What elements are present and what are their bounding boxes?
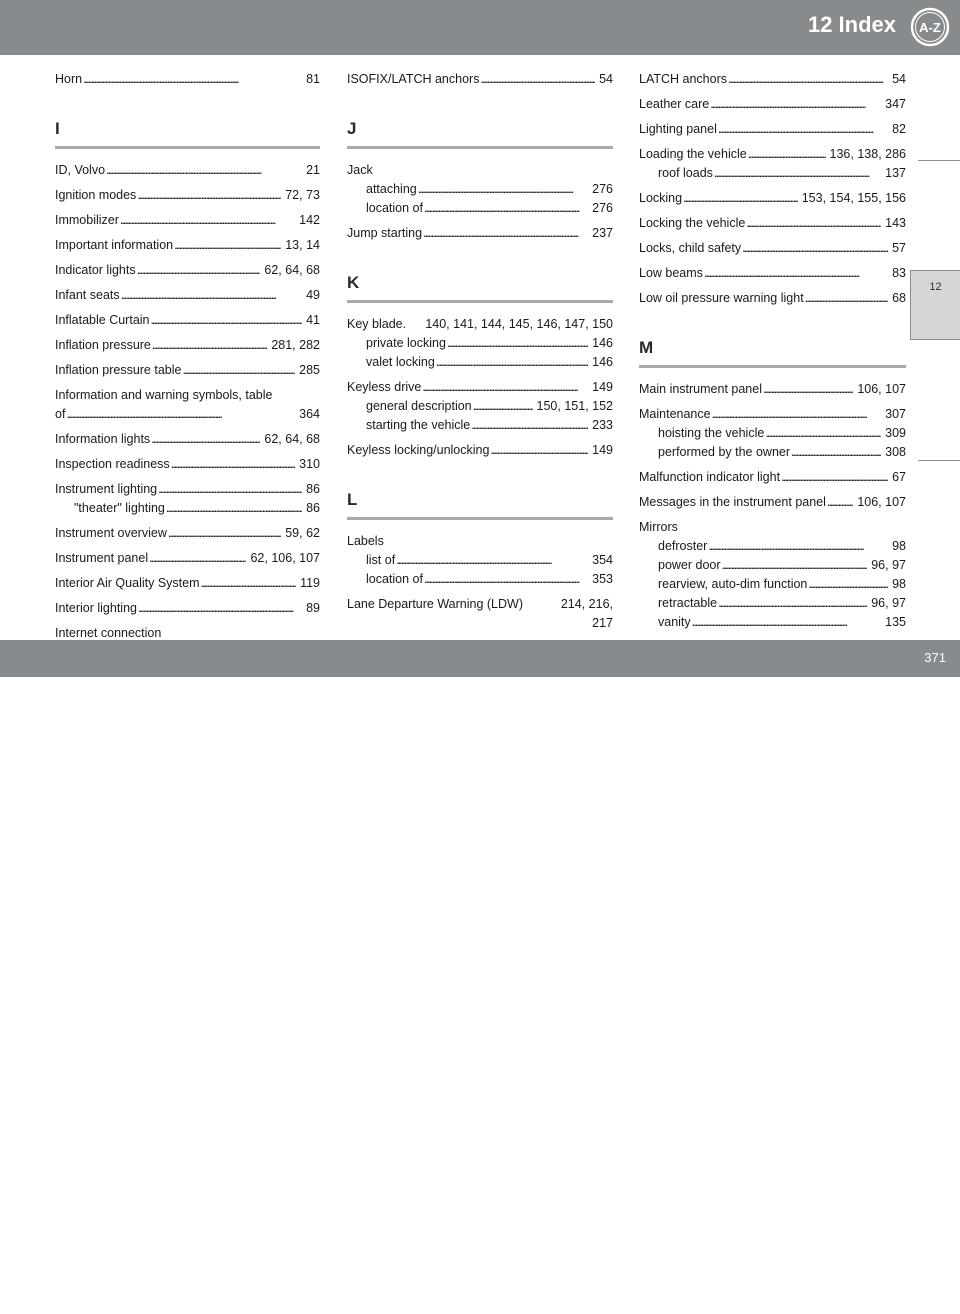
entry-term: Inflation pressure table <box>55 363 182 377</box>
index-entry <box>55 386 320 424</box>
index-line <box>639 443 906 462</box>
index-line <box>347 441 613 460</box>
entry-pages[interactable]: 68 <box>892 291 906 305</box>
dot-leader <box>490 441 588 460</box>
entry-term: attaching <box>366 182 417 196</box>
entry-term: Keyless drive <box>347 380 422 394</box>
entry-pages[interactable]: 62, 64, 68 <box>264 432 320 446</box>
dot-leader <box>151 311 303 330</box>
dot-leader <box>166 499 302 518</box>
index-line <box>55 186 320 205</box>
index-entry <box>55 70 320 89</box>
index-line <box>639 537 906 556</box>
entry-pages[interactable]: 106, 107 <box>857 382 906 396</box>
entry-pages[interactable]: 285 <box>299 363 320 377</box>
entry-pages[interactable]: 86 <box>306 482 320 496</box>
index-entry <box>347 224 613 243</box>
dot-leader <box>714 164 881 183</box>
sub-entries <box>347 397 613 435</box>
dot-leader <box>708 537 888 556</box>
dot-leader <box>171 455 295 474</box>
index-entry <box>639 70 906 89</box>
entry-pages[interactable]: 140, 141, 144, 145, 146, 147, 150 <box>425 317 613 331</box>
index-entry <box>55 549 320 568</box>
index-entry <box>639 120 906 139</box>
entry-term: Labels <box>347 534 384 548</box>
entry-pages[interactable]: 49 <box>306 288 320 302</box>
entry-term: Locking <box>639 191 683 205</box>
index-entry <box>639 214 906 233</box>
entry-pages[interactable]: 143 <box>885 216 906 230</box>
dot-leader <box>424 199 588 218</box>
entry-pages[interactable]: 72, 73 <box>285 188 320 202</box>
dot-leader <box>722 556 868 575</box>
chapter-tab-label: 12 <box>929 281 942 293</box>
index-line <box>639 493 906 512</box>
entry-term: vanity <box>658 615 691 629</box>
entry-pages[interactable]: 119 <box>300 576 320 590</box>
entry-term: Mirrors <box>639 520 678 534</box>
entry-pages[interactable]: 59, 62 <box>285 526 320 540</box>
header-bar <box>0 0 960 55</box>
dot-leader <box>748 145 826 164</box>
entry-term: Instrument overview <box>55 526 167 540</box>
index-line <box>55 261 320 280</box>
side-divider <box>918 160 960 161</box>
index-entry <box>55 480 320 518</box>
dot-leader <box>781 468 888 487</box>
entry-pages[interactable]: 276 <box>592 182 613 196</box>
index-line <box>639 239 906 258</box>
index-entry <box>639 493 906 512</box>
dot-leader <box>480 70 595 89</box>
entry-term: private locking <box>366 336 446 350</box>
index-line <box>639 120 906 139</box>
index-line <box>55 286 320 305</box>
sub-entries <box>55 499 320 518</box>
entry-pages[interactable]: 62, 64, 68 <box>264 263 320 277</box>
index-line <box>639 424 906 443</box>
entry-term: Key blade. <box>347 317 407 331</box>
index-line <box>639 468 906 487</box>
entry-pages[interactable]: 82 <box>892 122 906 136</box>
dot-leader <box>168 524 281 543</box>
entry-term: Horn <box>55 72 83 86</box>
entry-term: rearview, auto-dim function <box>658 577 808 591</box>
index-line <box>639 575 906 594</box>
entry-pages[interactable]: 364 <box>299 407 320 421</box>
entry-pages[interactable]: 21 <box>306 163 320 177</box>
dot-leader <box>447 334 588 353</box>
entry-term: performed by the owner <box>658 445 791 459</box>
entry-term: Leather care <box>639 97 710 111</box>
index-entry <box>55 430 320 449</box>
index-line <box>55 70 320 89</box>
index-line <box>639 264 906 283</box>
index-line <box>55 455 320 474</box>
entry-term: LATCH anchors <box>639 72 727 86</box>
a-z-icon <box>909 6 951 48</box>
dot-leader <box>712 405 882 424</box>
index-line <box>639 380 906 399</box>
dot-leader <box>436 353 588 372</box>
entry-pages[interactable]: 214, 216, <box>560 597 613 611</box>
index-line <box>639 164 906 183</box>
dot-leader <box>692 613 881 632</box>
index-entry <box>639 189 906 208</box>
entry-term: ISOFIX/LATCH anchors <box>347 72 480 86</box>
entry-term: Indicator lights <box>55 263 136 277</box>
entry-term: roof loads <box>658 166 713 180</box>
dot-leader <box>765 424 881 443</box>
sub-entries <box>639 537 906 632</box>
entry-term: Messages in the instrument panel <box>639 495 826 509</box>
entry-term: Locks, child safety <box>639 241 742 255</box>
index-line <box>639 189 906 208</box>
index-entry <box>55 336 320 355</box>
entry-pages[interactable]: 136, 138, 286 <box>829 147 906 161</box>
index-entry <box>639 468 906 487</box>
entry-term: Internet connection <box>55 626 162 640</box>
index-line <box>347 315 613 334</box>
index-line <box>639 214 906 233</box>
dot-leader <box>808 575 888 594</box>
index-entry <box>347 532 613 589</box>
index-entry <box>55 286 320 305</box>
sub-entries <box>639 164 906 183</box>
dot-leader <box>152 336 267 355</box>
index-entry <box>55 311 320 330</box>
index-entry <box>347 70 613 89</box>
dot-leader <box>396 551 588 570</box>
entry-term: Loading the vehicle <box>639 147 747 161</box>
index-column-2 <box>347 70 613 639</box>
dot-leader <box>710 95 881 114</box>
section-rule <box>55 146 320 149</box>
entry-pages[interactable]: 54 <box>892 72 906 86</box>
index-entry <box>347 315 613 372</box>
dot-leader <box>418 180 588 199</box>
dot-leader <box>66 405 295 424</box>
entry-pages[interactable]: 281, 282 <box>271 338 320 352</box>
section-heading <box>639 336 906 368</box>
sub-entries <box>639 424 906 462</box>
dot-leader <box>174 236 281 255</box>
dot-leader <box>746 214 881 233</box>
index-line <box>639 289 906 308</box>
index-entry <box>55 186 320 205</box>
entry-term: Inflation pressure <box>55 338 151 352</box>
entry-term: Important information <box>55 238 174 252</box>
footer-bar <box>0 640 960 1313</box>
index-entry <box>55 236 320 255</box>
entry-pages[interactable]: 150, 151, 152 <box>536 399 613 413</box>
entry-term: Infant seats <box>55 288 120 302</box>
entry-term: hoisting the vehicle <box>658 426 765 440</box>
index-line <box>55 405 320 424</box>
entry-pages[interactable]: 233 <box>592 418 613 432</box>
index-entry <box>639 405 906 462</box>
entry-pages[interactable]: 310 <box>299 457 320 471</box>
dot-leader <box>728 70 888 89</box>
entry-term: Interior Air Quality System <box>55 576 200 590</box>
entry-pages[interactable]: 81 <box>306 72 320 86</box>
entry-term: valet locking <box>366 355 435 369</box>
dot-leader <box>718 120 888 139</box>
entry-pages[interactable]: 96, 97 <box>871 558 906 572</box>
index-entry <box>639 239 906 258</box>
index-line <box>639 95 906 114</box>
dot-leader <box>827 493 853 512</box>
index-entry <box>639 518 906 632</box>
entry-term: Instrument lighting <box>55 482 158 496</box>
entry-term: Locking the vehicle <box>639 216 746 230</box>
dot-leader <box>718 594 867 613</box>
entry-term: Jump starting <box>347 226 423 240</box>
section-rule <box>639 365 906 368</box>
index-entry <box>55 211 320 230</box>
section-rule <box>347 517 613 520</box>
entry-pages[interactable]: 89 <box>306 601 320 615</box>
entry-term: "theater" lighting <box>74 501 165 515</box>
entry-term: starting the vehicle <box>366 418 471 432</box>
index-entry <box>55 574 320 593</box>
index-line <box>347 224 613 243</box>
index-line <box>347 180 613 199</box>
dot-leader <box>83 70 302 89</box>
section-letter: J <box>347 119 357 138</box>
dot-leader <box>805 289 888 308</box>
entry-pages[interactable]: 67 <box>892 470 906 484</box>
index-entry <box>55 455 320 474</box>
entry-pages[interactable]: 96, 97 <box>871 596 906 610</box>
entry-term: Keyless locking/unlocking <box>347 443 490 457</box>
side-divider <box>918 460 960 461</box>
entry-pages[interactable]: 153, 154, 155, 156 <box>801 191 906 205</box>
dot-leader <box>683 189 798 208</box>
entry-pages[interactable]: 354 <box>592 553 613 567</box>
entry-term: Main instrument panel <box>639 382 762 396</box>
dot-leader <box>791 443 881 462</box>
section-rule <box>347 146 613 149</box>
dot-leader <box>138 599 302 618</box>
entry-pages[interactable]: 309 <box>885 426 906 440</box>
index-entry <box>639 145 906 183</box>
entry-term: ID, Volvo <box>55 163 106 177</box>
section-letter: M <box>639 338 654 357</box>
entry-term: power door <box>658 558 721 572</box>
index-entry <box>55 261 320 280</box>
index-line <box>55 480 320 499</box>
index-line <box>639 556 906 575</box>
entry-pages[interactable]: 149 <box>592 380 613 394</box>
entry-pages[interactable]: 86 <box>306 501 320 515</box>
entry-pages[interactable]: 106, 107 <box>857 495 906 509</box>
dot-leader <box>158 480 302 499</box>
index-line <box>639 594 906 613</box>
index-entry <box>347 161 613 218</box>
index-line <box>55 499 320 518</box>
entry-pages[interactable]: 62, 106, 107 <box>250 551 320 565</box>
dot-leader <box>423 224 588 243</box>
dot-leader <box>471 416 588 435</box>
entry-pages[interactable]: 135 <box>885 615 906 629</box>
index-line <box>347 70 613 89</box>
entry-term: Malfunction indicator light <box>639 470 781 484</box>
dot-leader <box>422 378 588 397</box>
index-line <box>55 161 320 180</box>
dot-leader <box>149 549 246 568</box>
index-line <box>639 405 906 424</box>
index-line <box>347 334 613 353</box>
page-number: 371 <box>924 650 946 665</box>
entry-pages[interactable]: 353 <box>592 572 613 586</box>
index-column-1 <box>55 70 320 668</box>
entry-pages[interactable]: 41 <box>306 313 320 327</box>
index-entry <box>347 378 613 435</box>
entry-term: of <box>55 407 66 421</box>
entry-pages[interactable]: 137 <box>885 166 906 180</box>
entry-term: Low oil pressure warning light <box>639 291 804 305</box>
entry-pages[interactable]: 347 <box>885 97 906 111</box>
sub-entries <box>347 180 613 218</box>
index-entry <box>639 380 906 399</box>
index-entry <box>55 524 320 543</box>
dot-leader <box>151 430 260 449</box>
entry-pages[interactable]: 146 <box>592 355 613 369</box>
entry-term: location of <box>366 201 423 215</box>
entry-pages[interactable]: 146 <box>592 336 613 350</box>
section-heading <box>347 271 613 303</box>
entry-term: Inflatable Curtain <box>55 313 150 327</box>
section-heading <box>55 117 320 149</box>
index-entry <box>55 599 320 618</box>
section-heading <box>347 488 613 520</box>
entry-pages[interactable]: 98 <box>892 577 906 591</box>
dot-leader <box>182 361 295 380</box>
index-line <box>347 416 613 435</box>
index-column-3 <box>639 70 906 663</box>
index-line <box>55 524 320 543</box>
entry-pages[interactable]: 13, 14 <box>285 238 320 252</box>
index-entry <box>55 161 320 180</box>
watermark: carmanualsonline.info <box>535 1285 811 1313</box>
dot-leader <box>137 186 281 205</box>
index-line <box>347 199 613 218</box>
index-line <box>347 378 613 397</box>
dot-leader <box>121 286 302 305</box>
entry-term: location of <box>366 572 423 586</box>
entry-term: retractable <box>658 596 718 610</box>
dot-leader <box>742 239 888 258</box>
index-line <box>55 361 320 380</box>
entry-pages[interactable]: 149 <box>592 443 613 457</box>
entry-pages[interactable]: 237 <box>592 226 613 240</box>
section-letter: I <box>55 119 60 138</box>
entry-term: Ignition modes <box>55 188 137 202</box>
sub-entries <box>347 334 613 372</box>
index-entry <box>639 95 906 114</box>
entry-pages[interactable]: 57 <box>892 241 906 255</box>
index-line <box>639 70 906 89</box>
entry-pages[interactable]: 83 <box>892 266 906 280</box>
dot-leader <box>763 380 853 399</box>
index-line <box>347 397 613 416</box>
index-line <box>55 311 320 330</box>
section-letter: K <box>347 273 360 292</box>
entry-pages[interactable]: 308 <box>885 445 906 459</box>
entry-term: Immobilizer <box>55 213 119 227</box>
entry-term: Information and warning symbols, table <box>55 388 273 402</box>
index-entry <box>639 264 906 283</box>
dot-leader <box>201 574 297 593</box>
section-heading <box>347 117 613 149</box>
entry-pages[interactable]: 142 <box>299 213 320 227</box>
index-entry <box>347 441 613 460</box>
page-title: 12 Index <box>807 12 896 37</box>
index-line <box>55 211 320 230</box>
dot-leader <box>424 570 588 589</box>
svg-text:A-Z: A-Z <box>919 20 941 35</box>
index-entry <box>639 289 906 308</box>
entry-pages[interactable]: 217 <box>592 616 613 630</box>
entry-term: general description <box>366 399 472 413</box>
dot-leader <box>704 264 888 283</box>
sub-entries <box>347 551 613 589</box>
entry-term: list of <box>366 553 396 567</box>
dot-leader <box>137 261 261 280</box>
entry-pages[interactable]: 307 <box>885 407 906 421</box>
entry-term: Lane Departure Warning (LDW) <box>347 597 523 611</box>
entry-pages[interactable]: 54 <box>599 72 613 86</box>
entry-pages[interactable]: 276 <box>592 201 613 215</box>
index-line <box>347 570 613 589</box>
index-line <box>55 236 320 255</box>
chapter-tab[interactable] <box>910 270 960 340</box>
dot-leader <box>473 397 533 416</box>
entry-term: Information lights <box>55 432 151 446</box>
entry-term: Jack <box>347 163 373 177</box>
entry-term: Instrument panel <box>55 551 149 565</box>
index-line <box>55 430 320 449</box>
entry-term: defroster <box>658 539 708 553</box>
index-entry <box>347 595 613 633</box>
section-rule <box>347 300 613 303</box>
index-entry <box>55 361 320 380</box>
index-line <box>55 599 320 618</box>
entry-term: Low beams <box>639 266 703 280</box>
entry-term: Inspection readiness <box>55 457 170 471</box>
entry-pages[interactable]: 98 <box>892 539 906 553</box>
index-line <box>639 613 906 632</box>
section-letter: L <box>347 490 358 509</box>
index-line <box>639 145 906 164</box>
dot-leader <box>106 161 302 180</box>
index-line <box>347 353 613 372</box>
index-line <box>347 595 613 614</box>
index-line <box>55 574 320 593</box>
dot-leader <box>120 211 295 230</box>
entry-term: Interior lighting <box>55 601 137 615</box>
index-line <box>347 551 613 570</box>
entry-term: Maintenance <box>639 407 711 421</box>
entry-term: Lighting panel <box>639 122 717 136</box>
index-line <box>55 336 320 355</box>
index-line <box>55 549 320 568</box>
